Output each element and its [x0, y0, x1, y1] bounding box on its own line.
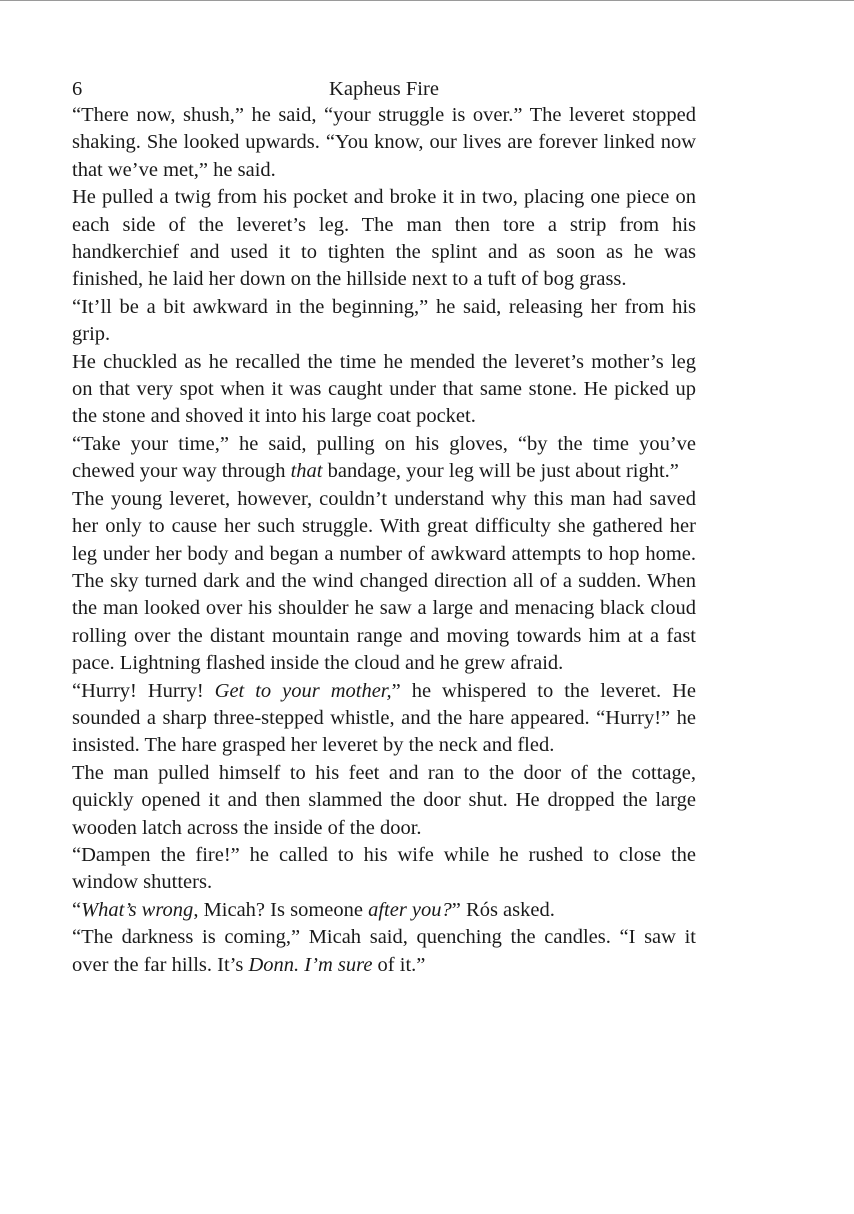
text-run: The man pulled himself to his feet and ran to the door of the cottage, quickly opened it and then slammed the door shut. He dropped the large wooden latch across the inside of the door.: [72, 761, 696, 839]
text-run: He pulled a twig from his pocket and broke it in two, placing one piece on each side of the leveret’s leg. The man then tore a strip from his handkerchief and used it to tighten the splint and as soon as he was finished, he laid her down on the hillside next to a tuft of bog grass.: [72, 186, 696, 291]
paragraph: [72, 897, 696, 924]
italic-text: after you?: [368, 898, 452, 921]
text-run: ” Rós asked.: [451, 898, 555, 921]
italic-text: that: [290, 460, 323, 483]
text-run: , Micah? Is someone: [193, 898, 369, 921]
page-number: 6: [72, 78, 83, 100]
book-page: [72, 77, 696, 979]
paragraph: [72, 349, 696, 431]
italic-text: Donn. I’m sure: [248, 953, 373, 976]
text-run: ” he whispered to the leveret. He sounded a sharp three-stepped whistle, and the hare appeared. “Hurry!” he insisted. The hare grasped her leveret by the neck and fled.: [72, 679, 697, 757]
text-run: The young leveret, however, couldn’t understand why this man had saved her only to cause her such struggle. With great difficulty she gathered her leg under her body and began a number of awkward attempts to hop home. The sky turned dark and the wind changed direction all of a sudden. When the man looked over his shoulder he saw a large and menacing black cloud rolling over the distant mountain range and moving towards him at a fast pace. Lightning flashed inside the cloud and he grew afraid.: [72, 487, 696, 675]
italic-text: Get to your mother,: [214, 679, 392, 702]
text-run: “It’ll be a bit awkward in the beginning,” he said, releasing her from his grip.: [72, 295, 696, 346]
text-run: He chuckled as he recalled the time he mended the leveret’s mother’s leg on that very spot when it was caught under that same stone. He picked up the stone and shoved it into his large coat pocket.: [72, 350, 696, 428]
text-run: “Hurry! Hurry!: [72, 679, 215, 702]
text-run: “There now, shush,” he said, “your struggle is over.” The leveret stopped shaking. She looked upwards. “You know, our lives are forever linked now that we’ve met,” he said.: [72, 104, 696, 181]
text-run: “Take your time,” he said, pulling on his gloves, “by the time you’ve chewed your way through: [72, 432, 696, 483]
paragraph: [72, 102, 696, 184]
text-run: bandage, your leg will be just about right.”: [322, 460, 679, 483]
body-text: [72, 102, 696, 979]
paragraph: [72, 294, 696, 349]
paragraph: [72, 842, 696, 897]
italic-text: What’s wrong: [81, 898, 194, 921]
text-run: “Dampen the fire!” he called to his wife while he rushed to close the window shutters.: [72, 843, 696, 894]
book-title: Kapheus Fire: [329, 78, 439, 100]
text-run: “The darkness is coming,” Micah said, quenching the candles. “I saw it over the far hills. It’s: [72, 926, 696, 976]
text-run: of it.”: [372, 953, 426, 976]
paragraph: [72, 678, 696, 760]
text-run: “: [72, 898, 82, 921]
paragraph: [72, 760, 696, 842]
page-top-border: [0, 0, 854, 1]
paragraph: [72, 431, 696, 486]
paragraph: [72, 486, 696, 678]
paragraph: [72, 924, 696, 979]
running-header: [72, 77, 696, 102]
paragraph: [72, 184, 696, 294]
